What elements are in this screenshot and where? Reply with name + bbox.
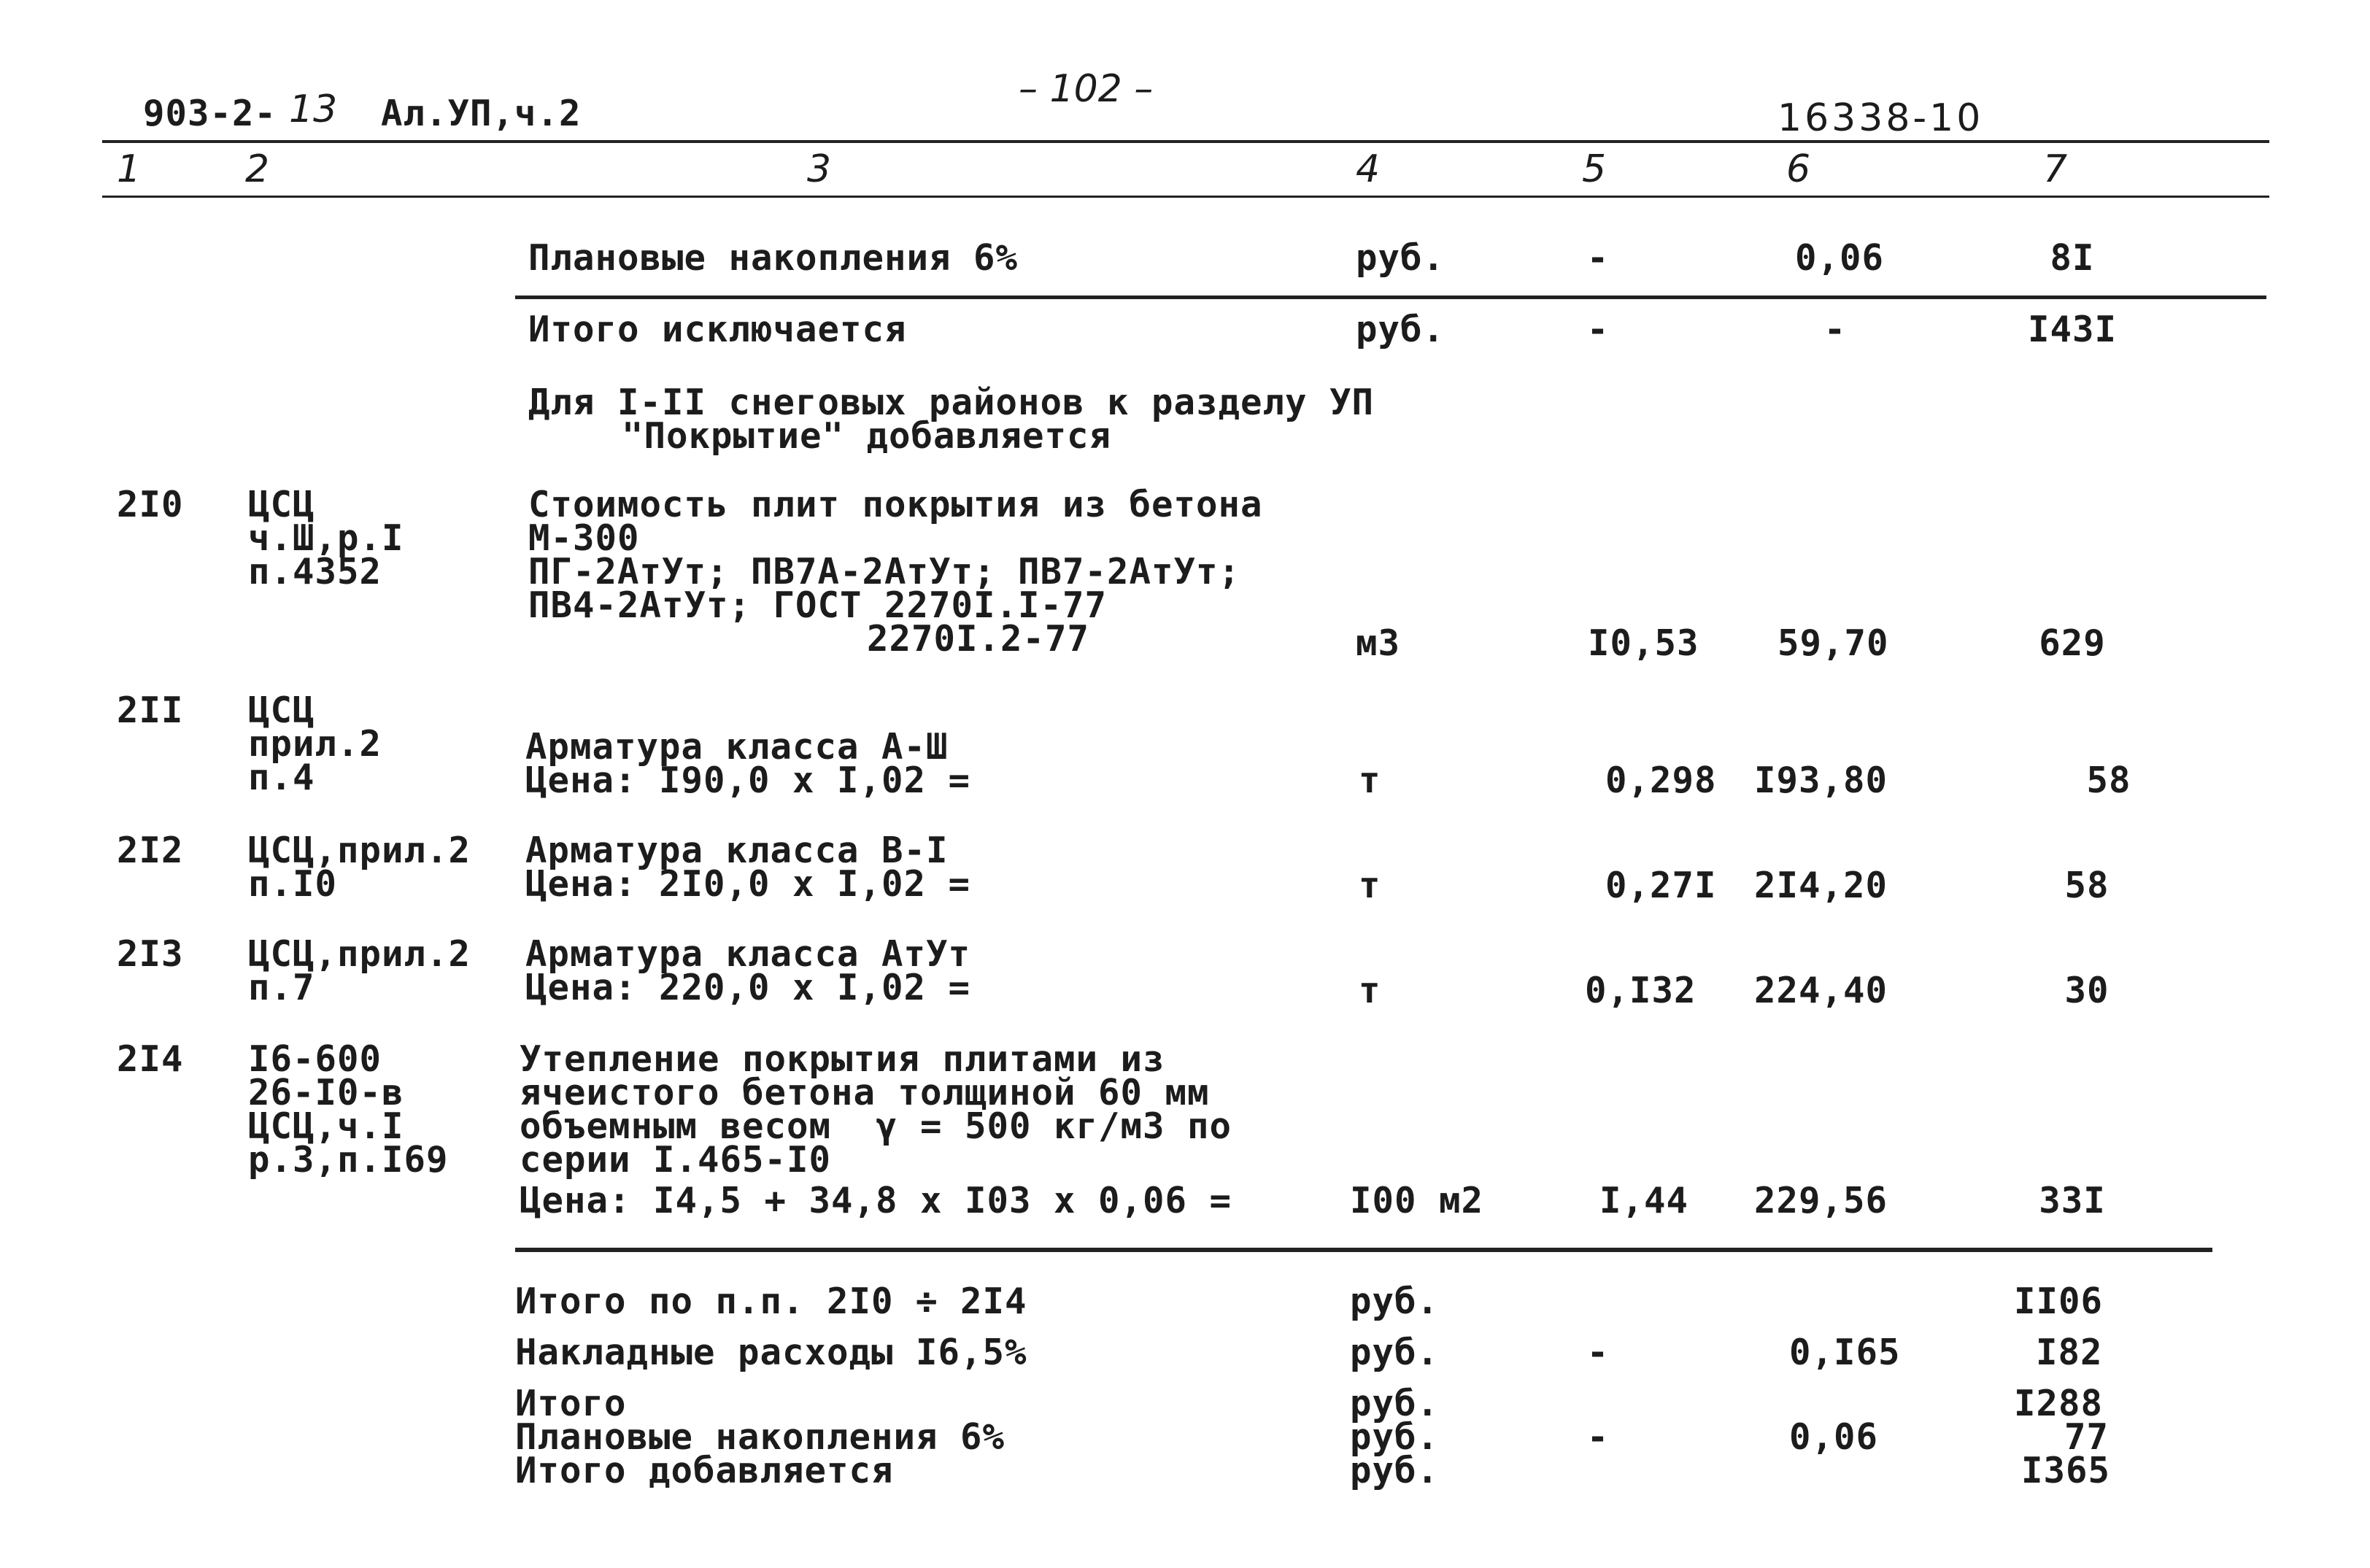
item-ref: ч.Ш,р.I — [248, 517, 404, 559]
item-desc: Цена: I4,5 + 34,8 x I03 x 0,06 = — [520, 1180, 1232, 1221]
item-total: 58 — [2086, 760, 2131, 801]
row-total: 8I — [2050, 237, 2095, 279]
doc-number: 16338-10 — [1778, 96, 1984, 140]
item-qty: 0,298 — [1605, 760, 1717, 801]
album-label: Ал.УП,ч.2 — [381, 93, 582, 134]
col-num-4: 4 — [1356, 147, 1381, 191]
item-total: 33I — [2039, 1180, 2106, 1221]
item-ref: I6-600 — [248, 1038, 382, 1080]
row-price: - — [1823, 309, 1847, 350]
section-title-line-2: "Покрытие" добавляется — [622, 415, 1112, 457]
item-number: 2I2 — [117, 830, 184, 871]
row-qty: - — [1586, 237, 1610, 279]
item-number: 2I4 — [117, 1038, 184, 1080]
header-rule-top — [102, 140, 2269, 143]
item-desc: 2270I.2-77 — [867, 618, 1090, 660]
total-desc: Плановые накопления 6% — [515, 1416, 1005, 1458]
total-value: 77 — [2064, 1416, 2109, 1458]
doc-code: 903-2- — [143, 93, 277, 134]
total-unit: руб. — [1350, 1416, 1440, 1458]
item-unit: т — [1359, 970, 1381, 1011]
total-unit: руб. — [1350, 1281, 1440, 1322]
total-price: 0,I65 — [1789, 1332, 1901, 1373]
total-desc: Итого добавляется — [515, 1450, 894, 1491]
item-ref: 26-I0-в — [248, 1072, 404, 1113]
total-desc: Итого по п.п. 2I0 ÷ 2I4 — [515, 1281, 1027, 1322]
item-ref: ЦСЦ,прил.2 — [248, 830, 471, 871]
col-num-3: 3 — [807, 147, 832, 191]
total-qty: - — [1586, 1416, 1610, 1458]
item-ref: п.4352 — [248, 551, 382, 592]
item-ref: ЦСЦ,ч.I — [248, 1105, 404, 1147]
item-desc: ячеистого бетона толщиной 60 мм — [520, 1072, 1210, 1113]
item-price: 229,56 — [1754, 1180, 1888, 1221]
item-total: 30 — [2064, 970, 2110, 1011]
item-desc: объемным весом γ = 500 кг/м3 по — [520, 1105, 1232, 1147]
row-desc: Итого исключается — [528, 309, 907, 350]
item-unit: т — [1359, 760, 1381, 801]
item-desc: ПГ-2АтУт; ПВ7А-2АтУт; ПВ7-2АтУт; — [528, 551, 1241, 592]
row-total: I43I — [2027, 309, 2117, 350]
total-value: II06 — [2014, 1281, 2104, 1322]
item-ref: ЦСЦ,прил.2 — [248, 933, 471, 975]
item-qty: 0,27I — [1605, 865, 1717, 906]
item-ref: п.4 — [248, 757, 315, 798]
item-ref: р.3,п.I69 — [248, 1139, 449, 1181]
total-value: I288 — [2014, 1383, 2104, 1424]
item-unit: т — [1359, 865, 1381, 906]
total-price: 0,06 — [1789, 1416, 1879, 1458]
items-divider — [515, 1248, 2212, 1252]
page-number: – 102 – — [1019, 67, 1154, 111]
item-price: 224,40 — [1754, 970, 1888, 1011]
col-num-2: 2 — [245, 147, 270, 191]
item-ref: ЦСЦ — [248, 484, 315, 525]
item-desc: Арматура класса В-I — [525, 830, 949, 871]
item-number: 2I3 — [117, 933, 184, 975]
item-qty: I0,53 — [1588, 622, 1699, 664]
col-num-5: 5 — [1582, 147, 1607, 191]
item-total: 629 — [2039, 622, 2106, 664]
item-desc: М-300 — [528, 517, 640, 559]
total-value: I82 — [2036, 1332, 2103, 1373]
item-qty: I,44 — [1599, 1180, 1689, 1221]
total-value: I365 — [2021, 1450, 2111, 1491]
item-desc: Цена: 220,0 x I,02 = — [525, 967, 971, 1008]
top-rows-divider — [515, 296, 2266, 299]
item-desc: Цена: 2I0,0 x I,02 = — [525, 863, 971, 905]
item-price: 2I4,20 — [1754, 865, 1888, 906]
item-number: 2II — [117, 690, 184, 731]
col-num-7: 7 — [2043, 147, 2068, 191]
col-num-1: 1 — [117, 147, 142, 191]
total-unit: руб. — [1350, 1332, 1440, 1373]
item-price: I93,80 — [1754, 760, 1888, 801]
item-qty: 0,I32 — [1585, 970, 1697, 1011]
row-price: 0,06 — [1795, 237, 1885, 279]
item-desc: Цена: I90,0 x I,02 = — [525, 760, 971, 801]
total-desc: Итого — [515, 1383, 627, 1424]
item-desc: Утепление покрытия плитами из — [520, 1038, 1165, 1080]
total-qty: - — [1586, 1332, 1610, 1373]
item-desc: ПВ4-2АтУт; ГОСТ 2270I.I-77 — [528, 584, 1108, 626]
row-desc: Плановые накопления 6% — [528, 237, 1019, 279]
item-ref: п.I0 — [248, 863, 338, 905]
item-total: 58 — [2064, 865, 2110, 906]
row-unit: руб. — [1356, 237, 1445, 279]
item-unit: м3 — [1356, 622, 1401, 664]
total-desc: Накладные расходы I6,5% — [515, 1332, 1027, 1373]
item-unit: I00 м2 — [1350, 1180, 1484, 1221]
total-unit: руб. — [1350, 1383, 1440, 1424]
item-ref: п.7 — [248, 967, 315, 1008]
header-rule-bottom — [102, 196, 2269, 198]
item-desc: Стоимость плит покрытия из бетона — [528, 484, 1263, 525]
item-number: 2I0 — [117, 484, 184, 525]
row-qty: - — [1586, 309, 1610, 350]
item-desc: Арматура класса АтУт — [525, 933, 971, 975]
item-price: 59,70 — [1778, 622, 1889, 664]
doc-code-handwritten: 13 — [289, 88, 338, 131]
total-unit: руб. — [1350, 1450, 1440, 1491]
section-title-line-1: Для I-II снеговых районов к разделу УП — [528, 382, 1375, 423]
item-ref: ЦСЦ — [248, 690, 315, 731]
col-num-6: 6 — [1786, 147, 1811, 191]
item-desc: серии I.465-I0 — [520, 1139, 832, 1181]
row-unit: руб. — [1356, 309, 1445, 350]
item-desc: Арматура класса А-Ш — [525, 726, 949, 768]
item-ref: прил.2 — [248, 723, 382, 765]
